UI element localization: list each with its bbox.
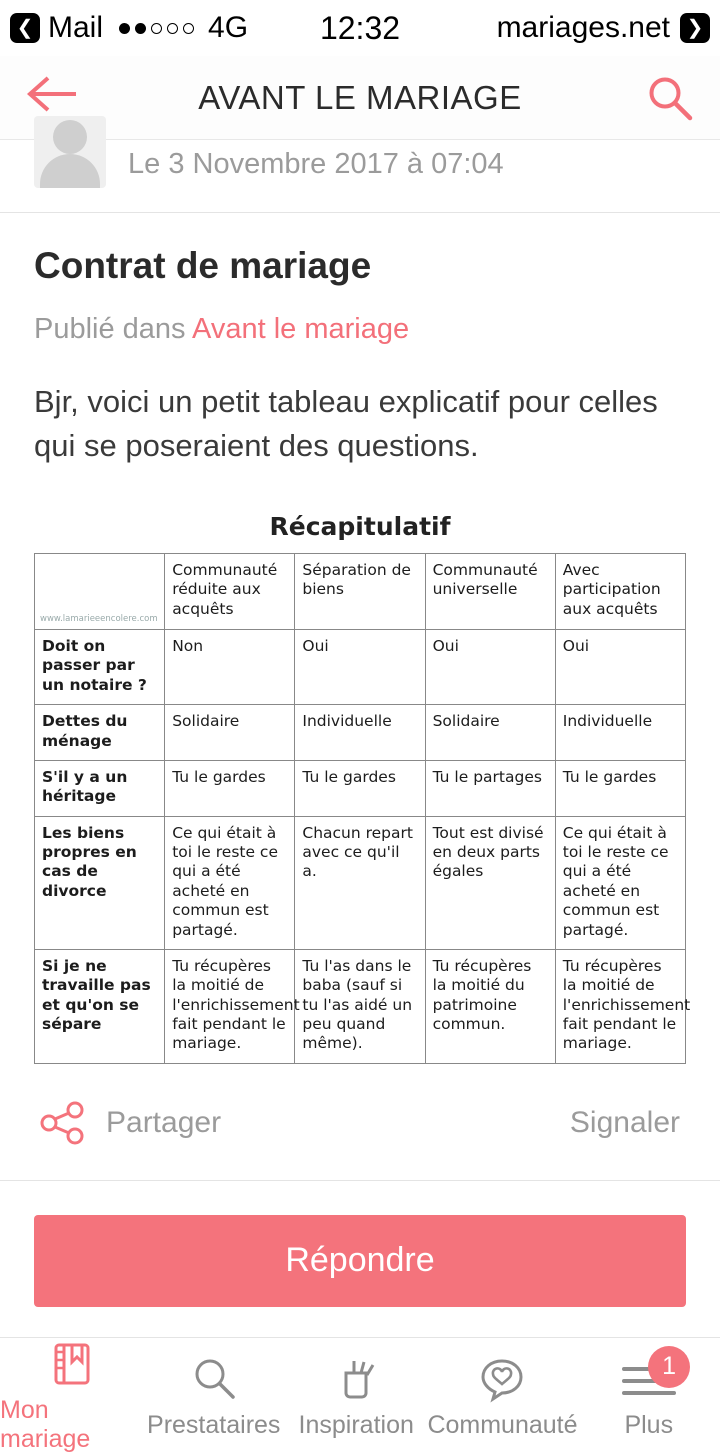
bottom-tab-bar xyxy=(0,1337,720,1455)
tab-label: Plus xyxy=(624,1410,674,1439)
search-button[interactable] xyxy=(646,74,694,122)
table-row xyxy=(35,816,686,949)
tab-label: Mon mariage xyxy=(0,1396,91,1454)
table-row-label: Si je ne travaille pas et qu'on se sépare xyxy=(35,949,165,1063)
chevron-left-icon: ❮ xyxy=(10,13,40,43)
share-label: Partager xyxy=(106,1105,222,1139)
table-header-row xyxy=(35,554,686,630)
status-back-label: Mail xyxy=(48,11,104,44)
table-row-label: Dettes du ménage xyxy=(35,705,165,761)
table-col-header: Séparation de biens xyxy=(295,554,425,630)
table-row xyxy=(35,630,686,705)
table-row xyxy=(35,949,686,1063)
chat-heart-icon xyxy=(476,1353,528,1405)
table-title: Récapitulatif xyxy=(269,512,451,542)
table-cell: Ce qui était à toi le reste ce qui a été acheté en commun est partagé. xyxy=(555,816,685,949)
post-text: Bjr, voici un petit tableau explicatif pour celles qui se poseraient des questions. xyxy=(34,384,658,464)
network-type-label: 4G xyxy=(208,11,249,44)
status-right-label: mariages.net xyxy=(496,11,670,44)
table-cell: Ce qui était à toi le reste ce qui a été acheté en commun est partagé. xyxy=(165,816,295,949)
table-row xyxy=(35,705,686,761)
tab-inspiration[interactable] xyxy=(285,1338,427,1455)
recap-table xyxy=(34,553,691,1064)
tab-prestataires[interactable] xyxy=(142,1338,284,1455)
table-col-header: Communauté universelle xyxy=(425,554,555,630)
watermark-label: www.lamarieeencolere.com xyxy=(40,614,158,625)
table-cell: Oui xyxy=(295,630,425,705)
table-cell: Individuelle xyxy=(295,705,425,761)
table-cell: Tu le gardes xyxy=(295,760,425,816)
post-body xyxy=(0,213,720,468)
table-row-label: Doit on passer par un notaire ? xyxy=(35,630,165,705)
post-meta xyxy=(0,140,720,213)
table-col-header: Avec participation aux acquêts xyxy=(555,554,685,630)
table-row-label: S'il y a un héritage xyxy=(35,760,165,816)
tab-mon-mariage[interactable] xyxy=(0,1338,142,1455)
clock-label: 12:32 xyxy=(319,10,401,46)
category-link[interactable]: Avant le mariage xyxy=(192,313,410,345)
table-cell: Oui xyxy=(555,630,685,705)
back-button[interactable] xyxy=(26,74,80,122)
table-cell: Tu le gardes xyxy=(555,760,685,816)
report-button[interactable]: Signaler xyxy=(569,1105,680,1139)
chevron-right-icon: ❯ xyxy=(680,13,710,43)
table-cell: Tu récupères la moitié de l'enrichissement fait pendant le mariage. xyxy=(555,949,685,1063)
reply-section xyxy=(0,1181,720,1337)
table-cell: Tout est divisé en deux parts égales xyxy=(425,816,555,949)
table-row-label: Les biens propres en cas de divorce xyxy=(35,816,165,949)
tab-label: Communauté xyxy=(427,1410,578,1439)
signal-strength-icon xyxy=(119,23,194,34)
status-bar xyxy=(0,0,720,56)
navigation-bar xyxy=(0,56,720,140)
table-cell: Tu récupères la moitié de l'enrichissement fait pendant le mariage. xyxy=(165,949,295,1063)
table-row xyxy=(35,760,686,816)
page-title: AVANT LE MARIAGE xyxy=(198,78,522,116)
post-title: Contrat de mariage xyxy=(34,245,372,286)
table-cell: Solidaire xyxy=(165,705,295,761)
tab-label: Prestataires xyxy=(147,1410,281,1439)
table-cell: Tu l'as dans le baba (sauf si tu l'as aidé un peu quand même). xyxy=(295,949,425,1063)
notification-badge: 1 xyxy=(648,1346,690,1388)
post-actions xyxy=(0,1064,720,1180)
tab-communaute[interactable] xyxy=(427,1338,577,1455)
table-cell: Non xyxy=(165,630,295,705)
notebook-icon xyxy=(45,1338,97,1390)
status-back-to-mail[interactable] xyxy=(10,11,103,45)
table-cell: Tu récupères la moitié du patrimoine commun. xyxy=(425,949,555,1063)
table-cell: Solidaire xyxy=(425,705,555,761)
thread-content xyxy=(0,140,720,1337)
share-button[interactable] xyxy=(40,1100,221,1146)
search-icon xyxy=(646,74,694,122)
table-cell: Oui xyxy=(425,630,555,705)
table-col-header: Communauté réduite aux acquêts xyxy=(165,554,295,630)
table-cell: Tu le partages xyxy=(425,760,555,816)
share-icon xyxy=(40,1100,86,1146)
arrow-left-icon xyxy=(26,74,80,114)
status-current-app[interactable] xyxy=(497,11,710,45)
table-cell: Individuelle xyxy=(555,705,685,761)
reply-button[interactable]: Répondre xyxy=(34,1215,686,1307)
published-prefix: Publié dans xyxy=(34,313,193,345)
attached-table-image[interactable] xyxy=(0,468,720,1064)
inspiration-icon xyxy=(330,1353,382,1405)
table-cell: Tu le gardes xyxy=(165,760,295,816)
post-date: Le 3 Novembre 2017 à 07:04 xyxy=(128,147,504,180)
tab-plus[interactable] xyxy=(578,1338,720,1455)
table-cell: Chacun repart avec ce qu'il a. xyxy=(295,816,425,949)
table-corner-cell xyxy=(35,554,165,630)
published-in xyxy=(34,313,686,346)
search-icon xyxy=(188,1353,240,1405)
avatar[interactable] xyxy=(34,116,106,188)
tab-label: Inspiration xyxy=(298,1410,414,1439)
